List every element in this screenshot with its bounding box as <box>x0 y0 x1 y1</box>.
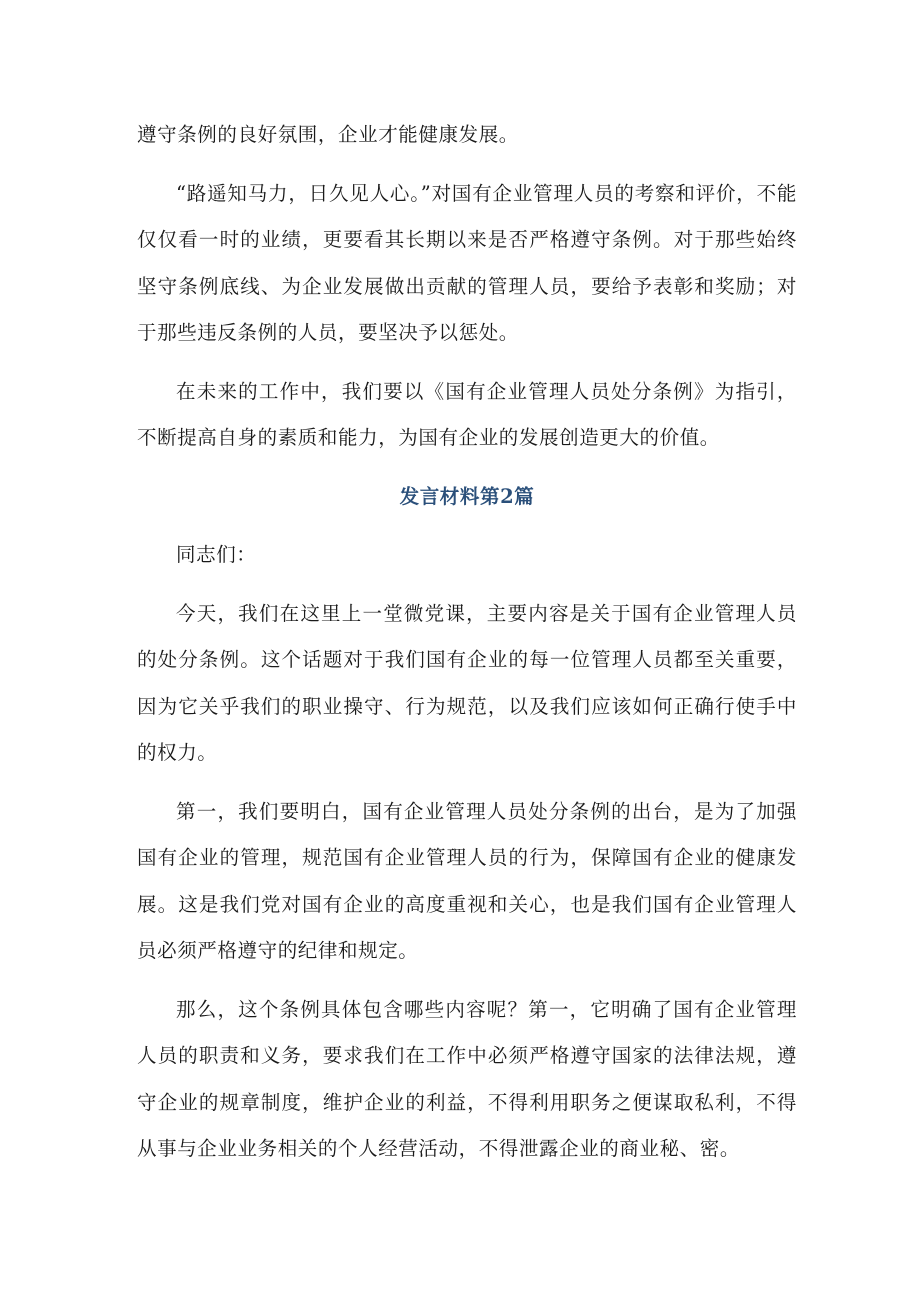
paragraph-first-point: 第一，我们要明白，国有企业管理人员处分条例的出台，是为了加强国有企业的管理，规范国有企业管理人员的行为，保障国有企业的健康发展。这是我们党对国有企业的高度重视和关心，也是我们国有企业管理人员必须严格遵守的纪律和规定。 <box>137 799 797 962</box>
paragraph-quote: “路遥知马力，日久见人心。”对国有企业管理人员的考察和评价，不能仅仅看一时的业绩，更要看其长期以来是否严格遵守条例。对于那些始终坚守条例底线、为企业发展做出贡献的管理人员，要给予表彰和奖励；对于那些违反条例的人员，要坚决予以惩处。 <box>137 181 797 344</box>
document-body <box>137 112 797 1173</box>
paragraph-salutation: 同志们： <box>176 543 257 566</box>
paragraph-contents: 那么，这个条例具体包含哪些内容呢？第一，它明确了国有企业管理人员的职责和义务，要求我们在工作中必须严格遵守国家的法律法规，遵守企业的规章制度，维护企业的利益，不得利用职务之便谋取私利，不得从事与企业业务相关的个人经营活动，不得泄露企业的商业秘、密。 <box>137 997 797 1160</box>
paragraph-future-work: 在未来的工作中，我们要以《国有企业管理人员处分条例》为指引，不断提高自身的素质和能力，为国有企业的发展创造更大的价值。 <box>137 379 797 449</box>
paragraph-continuation: 遵守条例的良好氛围，企业才能健康发展。 <box>137 123 519 146</box>
section-heading: 发言材料第2篇 <box>399 484 535 508</box>
paragraph-intro: 今天，我们在这里上一堂微党课，主要内容是关于国有企业管理人员的处分条例。这个话题对于我们国有企业的每一位管理人员都至关重要，因为它关乎我们的职业操守、行为规范，以及我们应该如何正确行使手中的权力。 <box>137 601 797 764</box>
